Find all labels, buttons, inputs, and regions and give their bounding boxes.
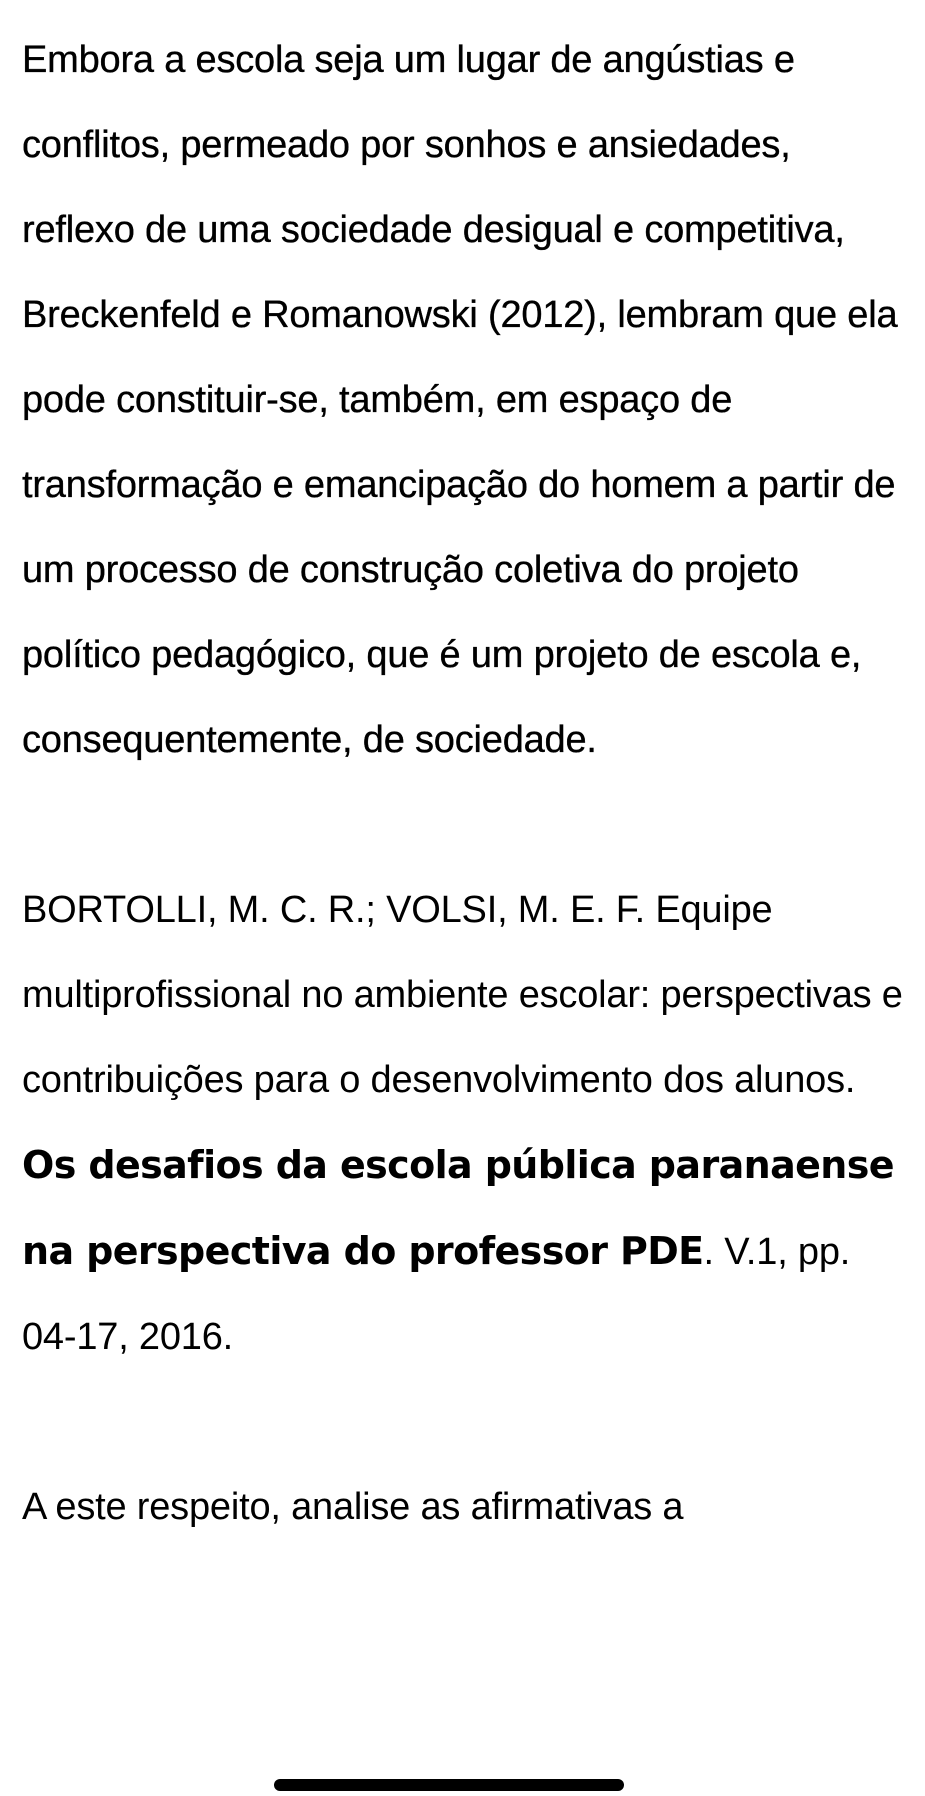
document-content <box>22 18 907 1550</box>
paragraph-spacer <box>22 783 907 868</box>
reference-bold-title: Os desafios da escola pública paranaense na perspectiva do professor PDE <box>22 1143 894 1273</box>
home-indicator-bar[interactable] <box>274 1779 624 1791</box>
intro-paragraph: Embora a escola seja um lugar de angústias e conflitos, permeado por sonhos e ansiedades, reflexo de uma sociedade desigual e competitiva, Breckenfeld e Romanowski (2012), lembram que ela pode constituir-se, também, em espaço de transformação e emancipação do homem a partir de um processo de construção coletiva do projeto político pedagógico, que é um projeto de escola e, consequentemente, de sociedade. <box>22 39 898 761</box>
paragraph-spacer <box>22 1380 907 1465</box>
reference-paragraph <box>22 868 907 1380</box>
reference-volume-pages-year: . V.1, pp. 04-17, 2016. <box>22 1231 851 1358</box>
question-paragraph: A este respeito, analise as afirmativas a <box>22 1486 684 1528</box>
reference-authors-and-title: BORTOLLI, M. C. R.; VOLSI, M. E. F. Equipe multiprofissional no ambiente escolar: perspectivas e contribuições para o desenvolvimento dos alunos. <box>22 889 903 1101</box>
